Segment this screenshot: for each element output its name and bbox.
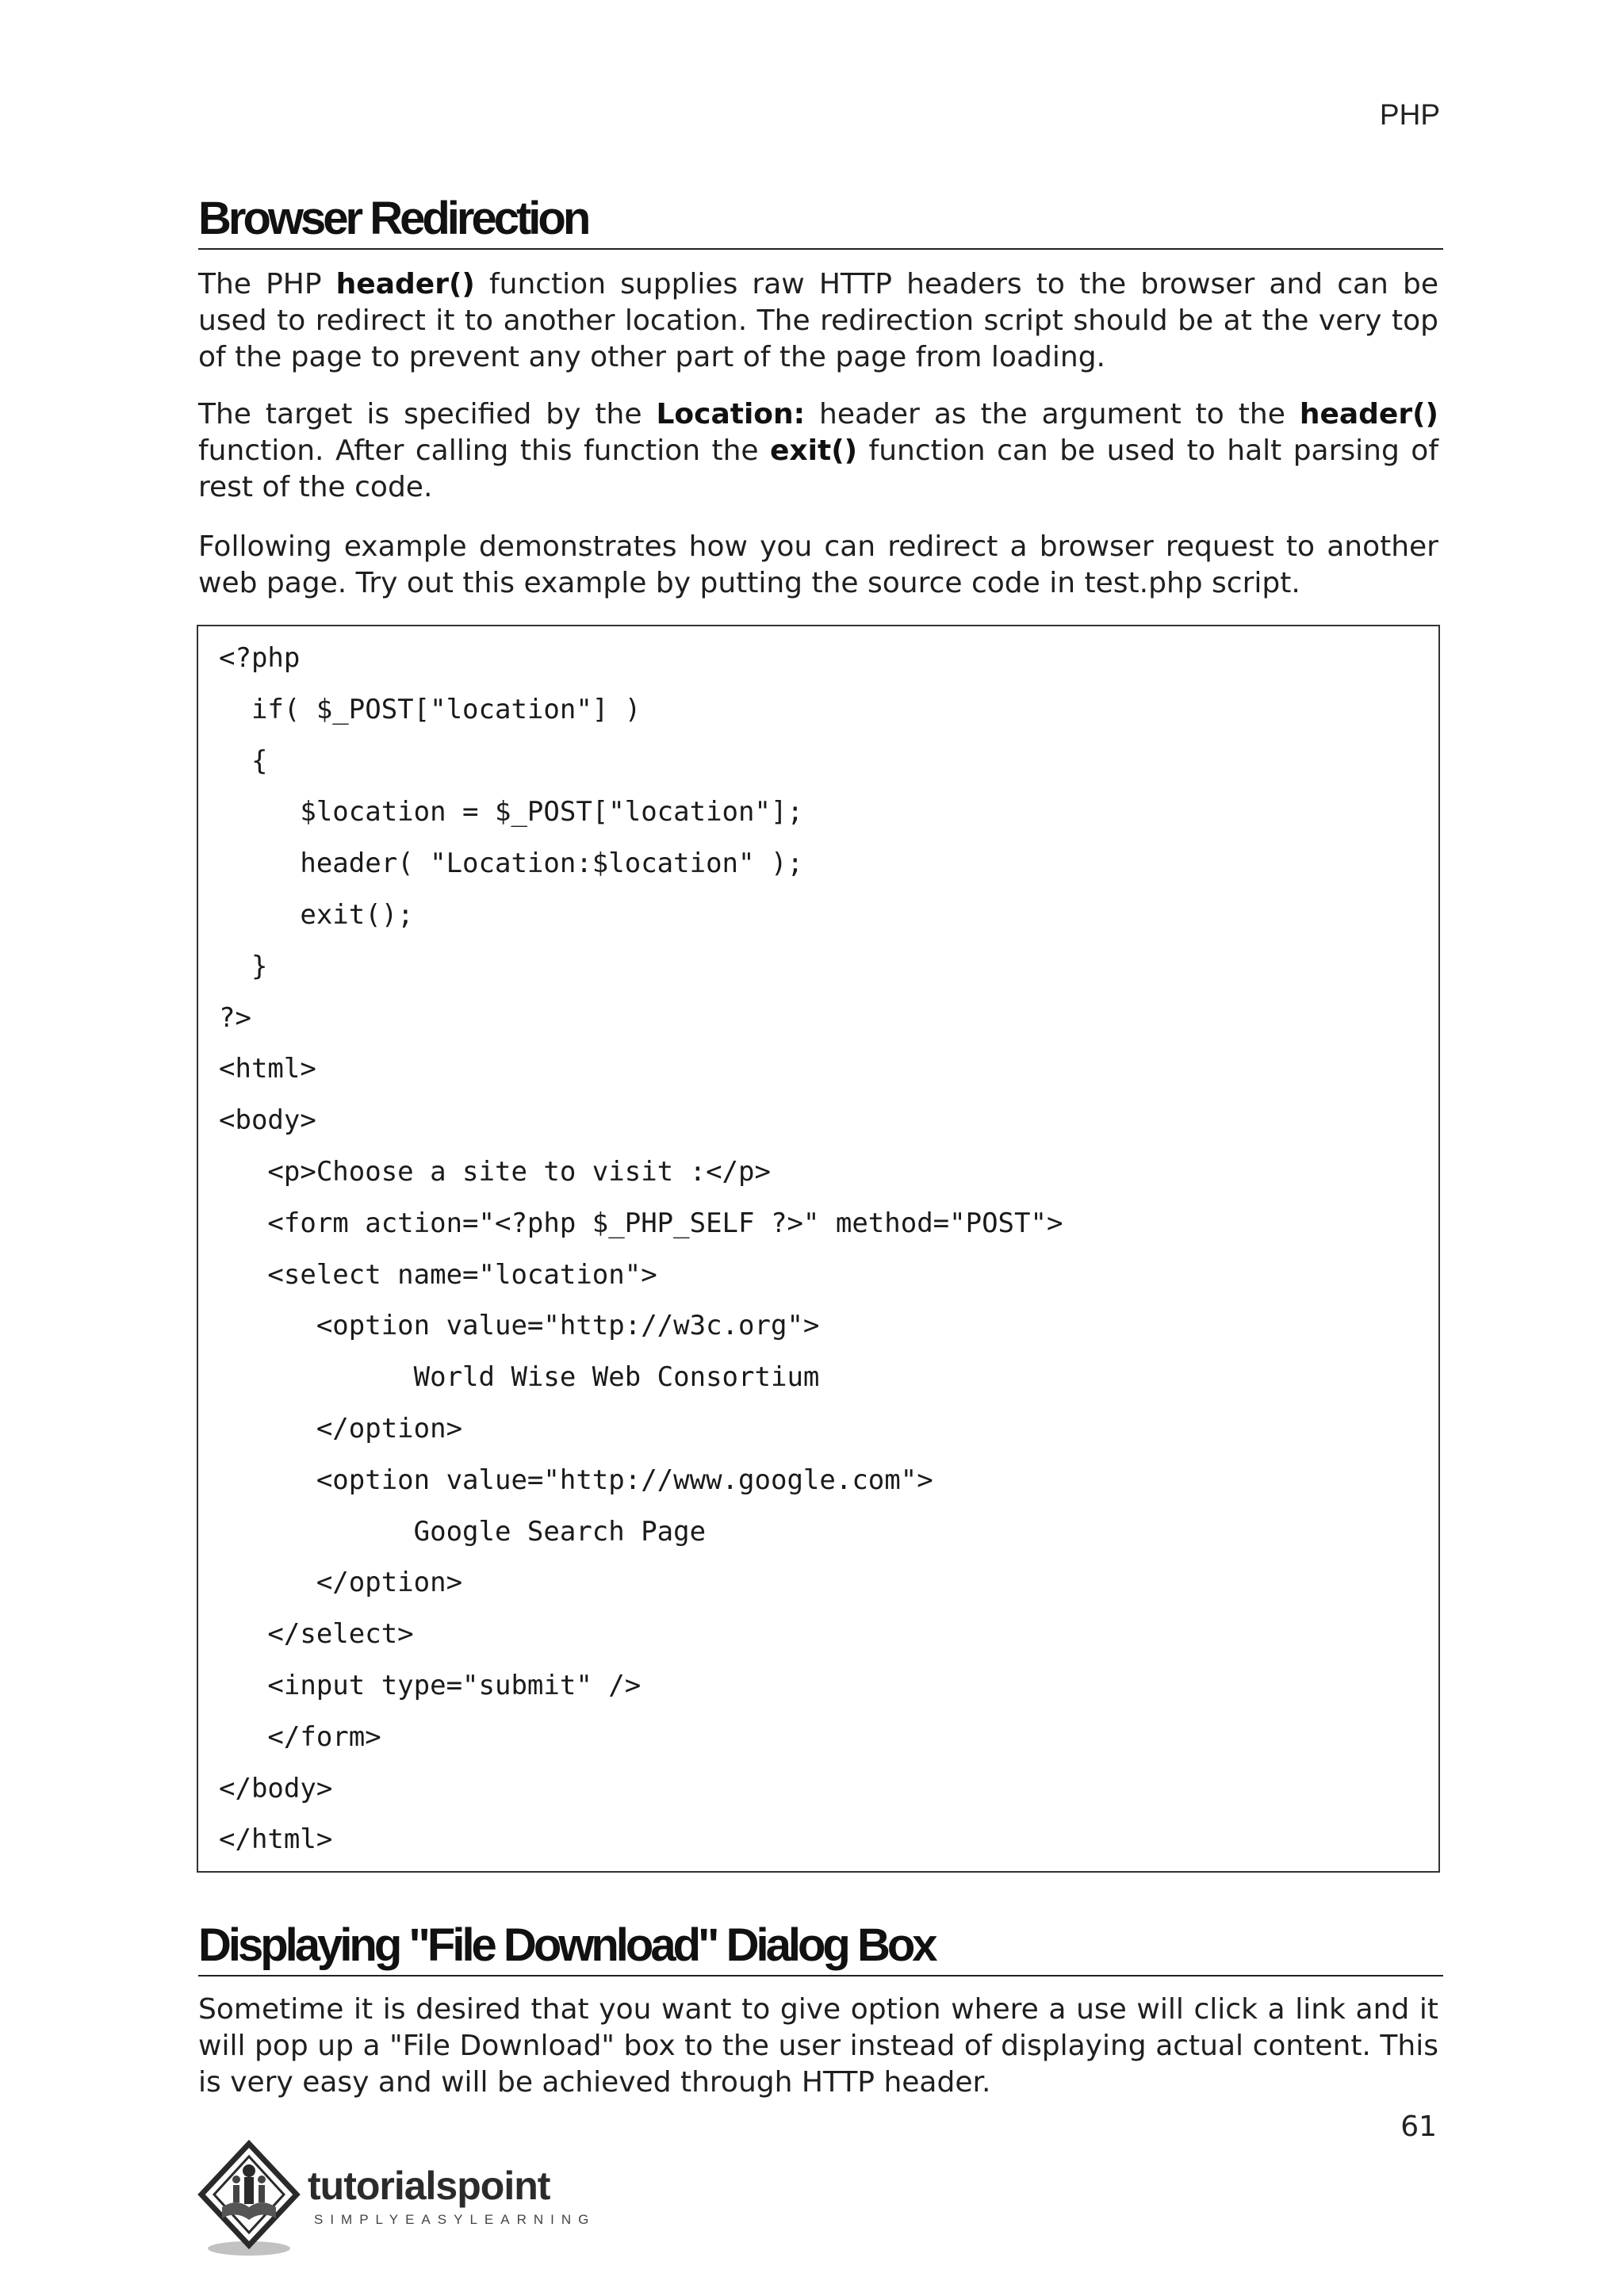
code-line: <input type="submit" /> xyxy=(219,1670,642,1701)
code-line: <option value="http://www.google.com"> xyxy=(219,1464,933,1496)
code-line: </html> xyxy=(219,1823,333,1856)
code-line: <p>Choose a site to visit :</p> xyxy=(219,1156,771,1188)
code-line: </body> xyxy=(219,1772,333,1804)
code-line: World Wise Web Consortium xyxy=(219,1361,820,1394)
section-heading-browser-redirection: Browser Redirection xyxy=(198,195,1443,250)
code-line: <html> xyxy=(219,1053,316,1085)
text-run: function supplies raw HTTP headers to the browser and can be used to redirect it to another location. The redirection script should be at the very top of the page to prevent any other part of the page from loading. xyxy=(198,268,1438,373)
running-head: PHP xyxy=(1379,98,1440,131)
section-heading-file-download: Displaying "File Download" Dialog Box xyxy=(198,1922,1443,1976)
code-line: <?php xyxy=(219,642,301,674)
inline-code-term: header() xyxy=(335,268,475,300)
code-line: { xyxy=(219,744,268,777)
code-line: <body> xyxy=(219,1104,316,1137)
tutorialspoint-logo xyxy=(197,2139,609,2266)
code-line: exit(); xyxy=(219,899,414,931)
page-number: 61 xyxy=(1400,2110,1437,2143)
inline-code-term: header() xyxy=(1299,398,1439,430)
text-run: The PHP xyxy=(198,268,336,300)
code-line: </option> xyxy=(219,1413,463,1445)
text-run: function can be used to halt parsing of rest of the code. xyxy=(198,434,1438,503)
paragraph-example-intro xyxy=(198,529,1438,602)
code-line: <option value="http://w3c.org"> xyxy=(219,1310,820,1342)
inline-code-term: exit() xyxy=(770,434,858,467)
code-line: </form> xyxy=(219,1720,381,1753)
code-line: <select name="location"> xyxy=(219,1258,657,1291)
logo-tagline: SIMPLYEASYLEARNING xyxy=(314,2212,596,2227)
code-line: <form action="<?php $_PHP_SELF ?>" method="POST"> xyxy=(219,1207,1063,1239)
code-line: header( "Location:$location" ); xyxy=(219,848,803,880)
code-line: </select> xyxy=(219,1618,414,1651)
text-run: function. After calling this function the xyxy=(198,434,771,467)
code-line: </option> xyxy=(219,1567,463,1599)
logo-wordmark: tutorialspoint xyxy=(308,2164,550,2208)
code-line: ?> xyxy=(219,1001,251,1034)
code-line: } xyxy=(219,950,268,982)
paragraph-header-function xyxy=(198,266,1438,376)
tutorialspoint-logo-icon xyxy=(197,2139,308,2266)
text-run: Following example demonstrates how you can redirect a browser request to another web page. Try out this example by putting the source code in test.php script. xyxy=(198,530,1438,599)
code-line: Google Search Page xyxy=(219,1515,707,1548)
code-line: $location = $_POST["location"]; xyxy=(219,796,803,828)
text-run: Sometime it is desired that you want to give option where a use will click a link and it will pop up a "File Download" box to the user instead of displaying actual content. This is very easy and will be achieved through HTTP header. xyxy=(198,1993,1438,2099)
paragraph-file-download xyxy=(198,1992,1438,2101)
code-block xyxy=(197,625,1440,1873)
paragraph-location-target xyxy=(198,396,1438,506)
text-run: header as the argument to the xyxy=(805,398,1300,430)
inline-code-term: Location: xyxy=(656,398,806,430)
text-run: The target is specified by the xyxy=(198,398,657,430)
code-line: if( $_POST["location"] ) xyxy=(219,693,642,725)
